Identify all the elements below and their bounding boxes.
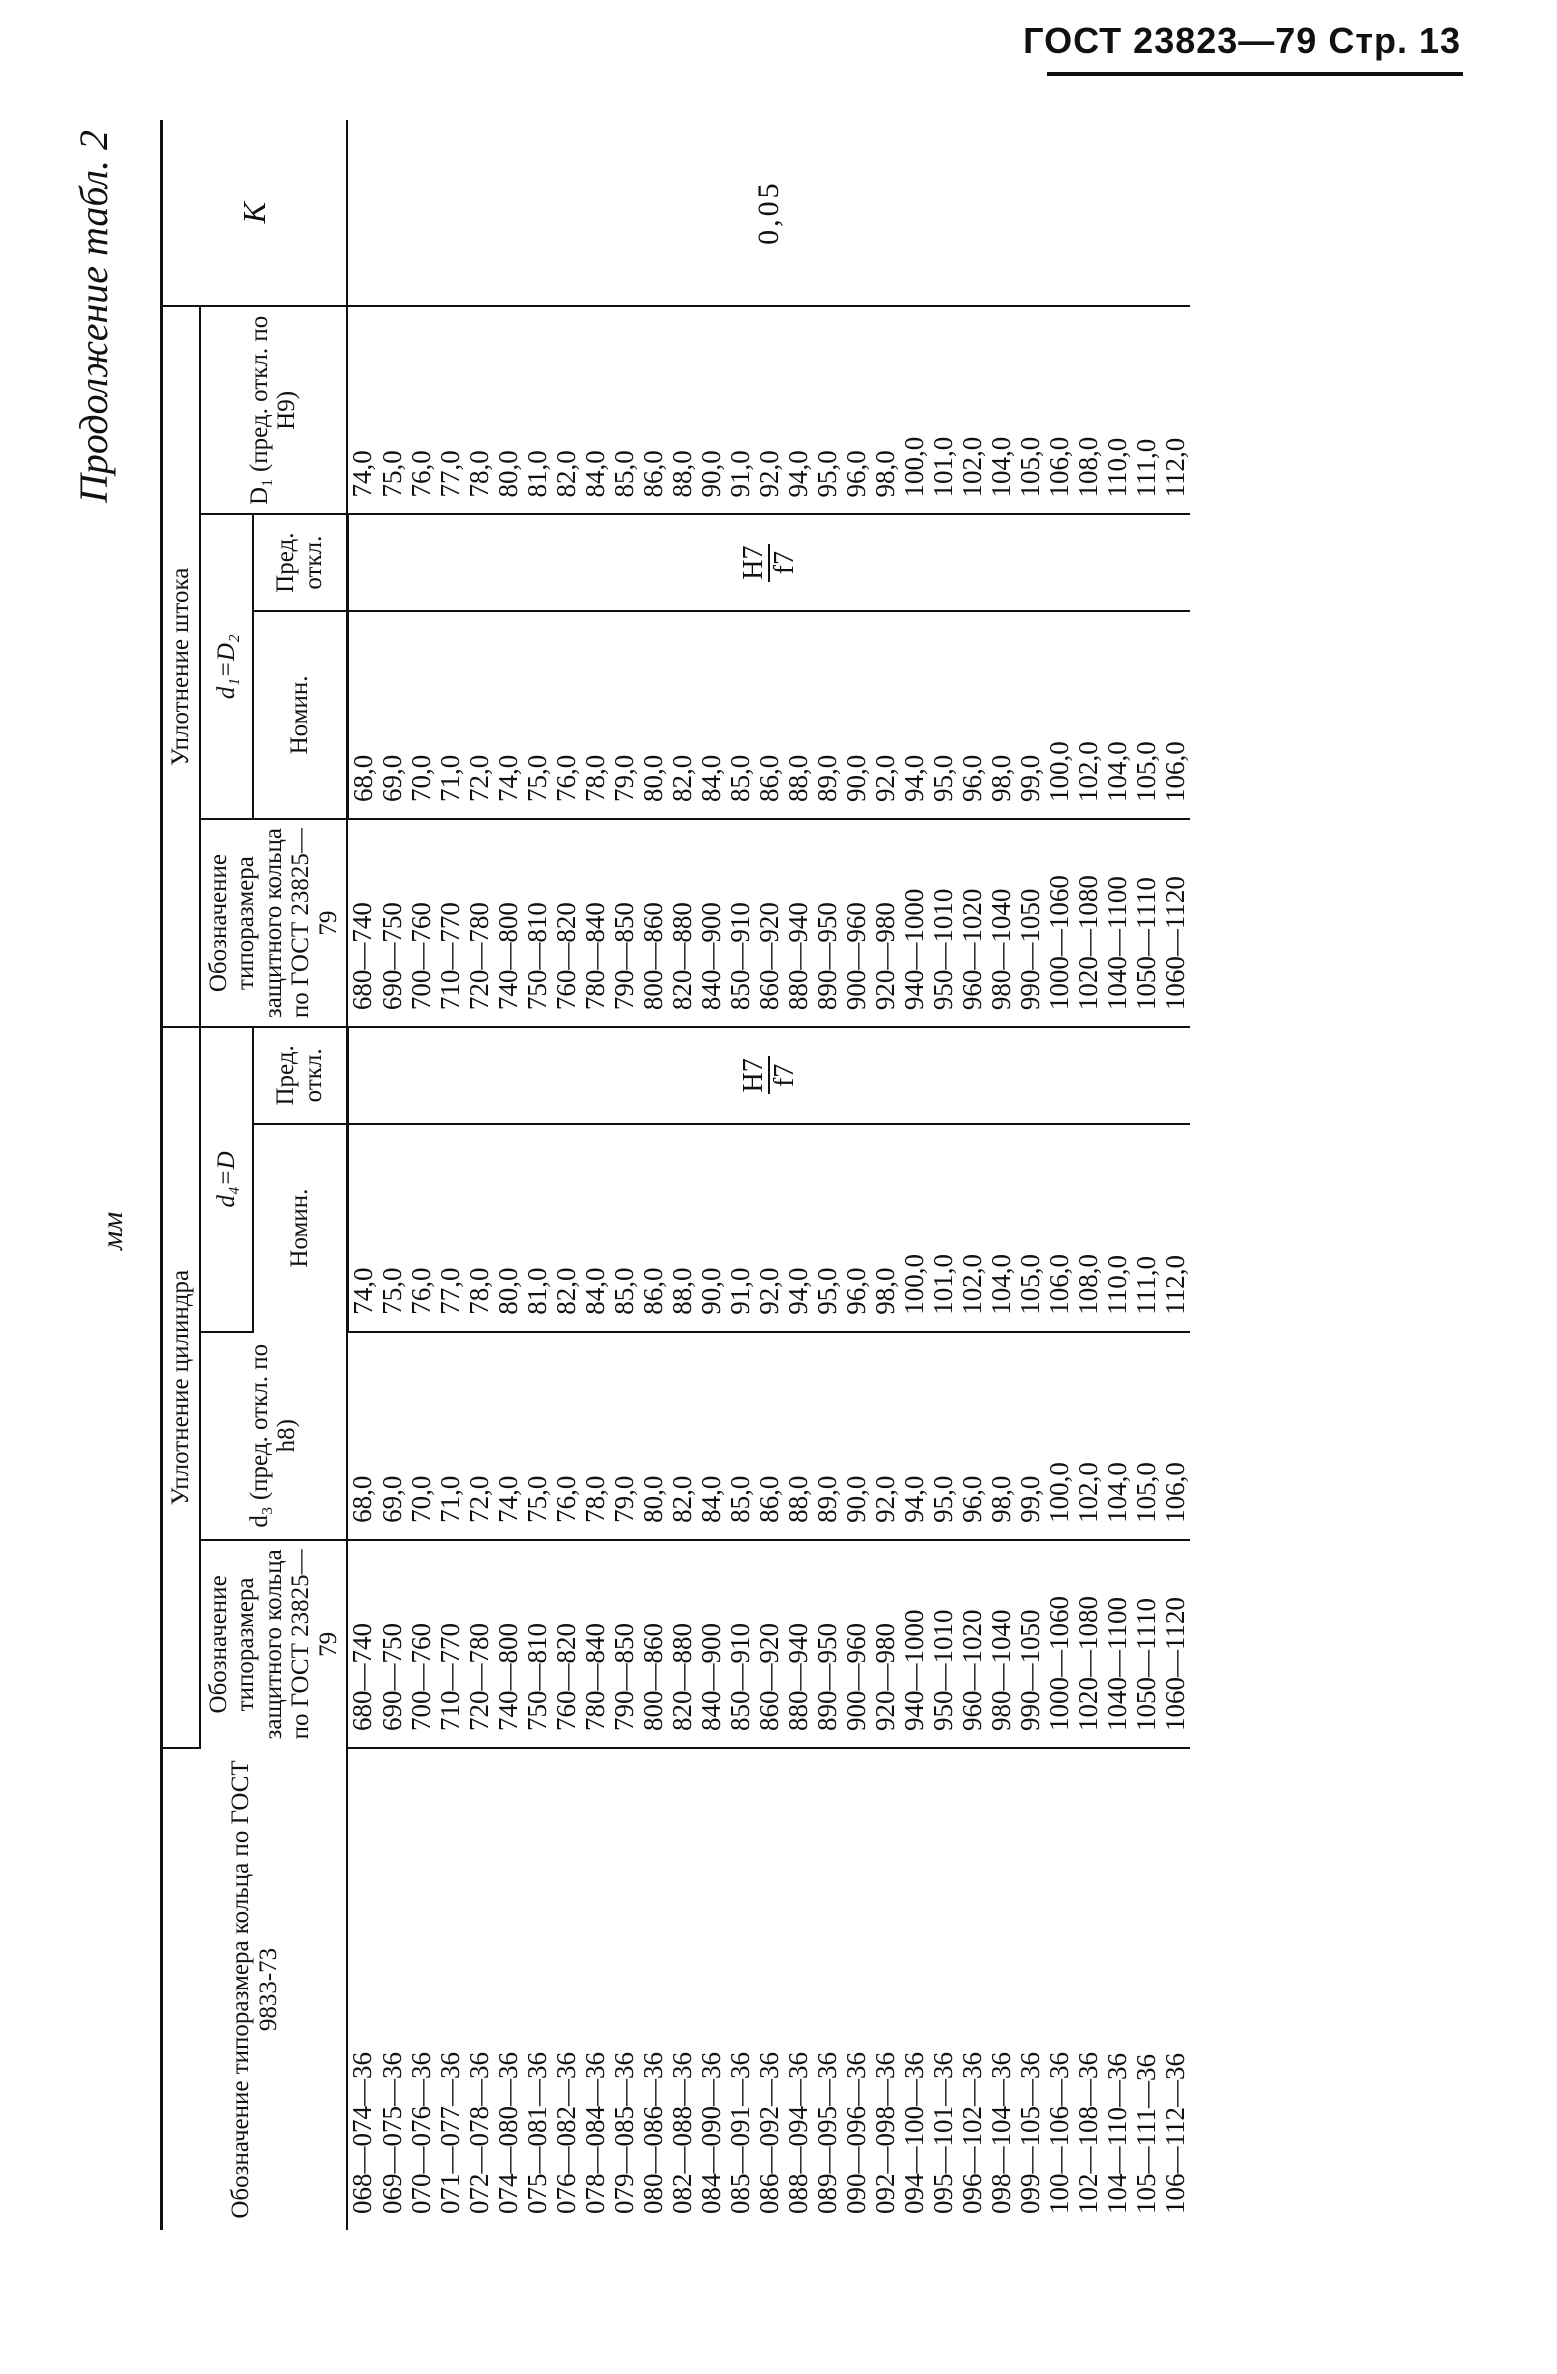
table-row xyxy=(755,120,784,2230)
d1-nominal-cell: 82,0 xyxy=(668,611,697,819)
table-row xyxy=(465,120,494,2230)
ring-designation-cell: 075—081—36 xyxy=(521,2052,552,2214)
col-k-header: K xyxy=(162,120,348,306)
d3-cell: 104,0 xyxy=(1103,1332,1132,1540)
d4-nominal-cell: 74,0 xyxy=(347,1124,378,1332)
d4-nominal-cell: 78,0 xyxy=(465,1124,494,1332)
table-row xyxy=(784,120,813,2230)
d3-cell: 78,0 xyxy=(581,1332,610,1540)
rod-protective-ring-cell: 800—860 xyxy=(639,819,668,1027)
rod-protective-ring-cell: 1060—1120 xyxy=(1161,819,1190,1027)
table-row xyxy=(378,120,407,2230)
col-d4d-header: d₄=D xyxy=(200,1027,254,1332)
rod-protective-ring-cell: 690—750 xyxy=(378,819,407,1027)
d3-cell: 94,0 xyxy=(900,1332,929,1540)
d1-nominal-cell: 88,0 xyxy=(784,611,813,819)
ring-designation-cell: 080—086—36 xyxy=(637,2052,668,2214)
ring-designation-cell: 084—090—36 xyxy=(695,2052,726,2214)
D1-cell: 84,0 xyxy=(581,306,610,514)
table-row xyxy=(436,120,465,2230)
cyl-protective-ring-cell: 680—740 xyxy=(347,1540,378,1748)
tolerance-fraction xyxy=(739,544,800,582)
d3-cell: 100,0 xyxy=(1045,1332,1074,1540)
table-row xyxy=(813,120,842,2230)
cyl-protective-ring-cell: 850—910 xyxy=(726,1540,755,1748)
col-cyl-nom-header: Номин. xyxy=(253,1124,347,1332)
ring-designation-cell: 068—074—36 xyxy=(347,2052,378,2214)
rod-protective-ring-cell: 820—880 xyxy=(668,819,697,1027)
d3-cell: 98,0 xyxy=(987,1332,1016,1540)
d3-cell: 90,0 xyxy=(842,1332,871,1540)
rod-protective-ring-cell: 750—810 xyxy=(523,819,552,1027)
D1-cell: 102,0 xyxy=(958,306,987,514)
table-row xyxy=(552,120,581,2230)
d1-nominal-cell: 94,0 xyxy=(900,611,929,819)
d4-nominal-cell: 108,0 xyxy=(1074,1124,1103,1332)
rod-protective-ring-cell: 940—1000 xyxy=(900,819,929,1027)
table-row xyxy=(1074,120,1103,2230)
cyl-protective-ring-cell: 1000—1060 xyxy=(1045,1540,1074,1748)
d1-nominal-cell: 79,0 xyxy=(610,611,639,819)
table-row xyxy=(494,120,523,2230)
rod-protective-ring-cell: 850—910 xyxy=(726,819,755,1027)
rotated-table-block xyxy=(70,120,1440,2230)
cyl-protective-ring-cell: 980—1040 xyxy=(987,1540,1016,1748)
cyl-protective-ring-cell: 720—780 xyxy=(465,1540,494,1748)
d1-nominal-cell: 84,0 xyxy=(697,611,726,819)
cyl-protective-ring-cell: 920—980 xyxy=(871,1540,900,1748)
rod-group-header: Уплотнение штока xyxy=(162,306,200,1027)
dimensions-table xyxy=(160,120,1190,2230)
d1-nominal-cell: 96,0 xyxy=(958,611,987,819)
tolerance-upper: H7 xyxy=(737,545,769,580)
rod-protective-ring-cell: 1000—1060 xyxy=(1045,819,1074,1027)
d4-nominal-cell: 77,0 xyxy=(436,1124,465,1332)
ring-designation-cell: 076—082—36 xyxy=(550,2052,581,2214)
tolerance-upper: H7 xyxy=(737,1058,769,1093)
table-row xyxy=(900,120,929,2230)
d3-cell: 74,0 xyxy=(494,1332,523,1540)
d4-nominal-cell: 81,0 xyxy=(523,1124,552,1332)
cyl-protective-ring-cell: 700—760 xyxy=(407,1540,436,1748)
d3-cell: 86,0 xyxy=(755,1332,784,1540)
D1-cell: 78,0 xyxy=(465,306,494,514)
d3-cell: 72,0 xyxy=(465,1332,494,1540)
d3-cell: 99,0 xyxy=(1016,1332,1045,1540)
cyl-protective-ring-cell: 890—950 xyxy=(813,1540,842,1748)
D1-cell: 90,0 xyxy=(697,306,726,514)
rod-protective-ring-cell: 700—760 xyxy=(407,819,436,1027)
rod-protective-ring-cell: 860—920 xyxy=(755,819,784,1027)
ring-designation-cell: 099—105—36 xyxy=(1014,2052,1045,2214)
ring-designation-cell: 070—076—36 xyxy=(405,2052,436,2214)
ring-designation-cell: 078—084—36 xyxy=(579,2052,610,2214)
d3-cell: 75,0 xyxy=(523,1332,552,1540)
table-row xyxy=(726,120,755,2230)
table-row xyxy=(1016,120,1045,2230)
d1-nominal-cell: 80,0 xyxy=(639,611,668,819)
d1-nominal-cell: 76,0 xyxy=(552,611,581,819)
d3-cell: 80,0 xyxy=(639,1332,668,1540)
ring-designation-cell: 096—102—36 xyxy=(956,2052,987,2214)
d4-nominal-cell: 96,0 xyxy=(842,1124,871,1332)
D1-cell: 74,0 xyxy=(347,306,378,514)
D1-cell: 98,0 xyxy=(871,306,900,514)
ring-designation-cell: 089—095—36 xyxy=(811,2052,842,2214)
table-body xyxy=(347,120,1190,2230)
d3-cell: 95,0 xyxy=(929,1332,958,1540)
ring-designation-cell: 095—101—36 xyxy=(927,2052,958,2214)
cyl-protective-ring-cell: 960—1020 xyxy=(958,1540,987,1748)
d3-cell: 102,0 xyxy=(1074,1332,1103,1540)
d1-nominal-cell: 99,0 xyxy=(1016,611,1045,819)
D1-cell: 110,0 xyxy=(1103,306,1132,514)
rod-protective-ring-cell: 840—900 xyxy=(697,819,726,1027)
d3-cell: 70,0 xyxy=(407,1332,436,1540)
rod-protective-ring-cell: 790—850 xyxy=(610,819,639,1027)
d1-nominal-cell: 92,0 xyxy=(871,611,900,819)
d3-cell: 76,0 xyxy=(552,1332,581,1540)
rod-protective-ring-cell: 960—1020 xyxy=(958,819,987,1027)
col-D1-header: D₁ (пред. откл. по H9) xyxy=(200,306,348,514)
rod-protective-ring-cell: 1050—1110 xyxy=(1132,819,1161,1027)
d4-nominal-cell: 94,0 xyxy=(784,1124,813,1332)
D1-cell: 76,0 xyxy=(407,306,436,514)
ring-designation-cell: 094—100—36 xyxy=(898,2052,929,2214)
d4-nominal-cell: 86,0 xyxy=(639,1124,668,1332)
D1-cell: 96,0 xyxy=(842,306,871,514)
table-row xyxy=(1103,120,1132,2230)
D1-cell: 92,0 xyxy=(755,306,784,514)
table-row xyxy=(842,120,871,2230)
ring-designation-cell: 074—080—36 xyxy=(492,2052,523,2214)
d4-nominal-cell: 106,0 xyxy=(1045,1124,1074,1332)
d4-nominal-cell: 76,0 xyxy=(407,1124,436,1332)
ring-designation-cell: 088—094—36 xyxy=(782,2052,813,2214)
d1-nominal-cell: 75,0 xyxy=(523,611,552,819)
col-rod-tol-header: Пред. откл. xyxy=(253,514,347,610)
d3-cell: 85,0 xyxy=(726,1332,755,1540)
d1-nominal-cell: 98,0 xyxy=(987,611,1016,819)
d3-cell: 105,0 xyxy=(1132,1332,1161,1540)
cyl-tolerance-cell xyxy=(347,1027,1190,1123)
D1-cell: 82,0 xyxy=(552,306,581,514)
cyl-protective-ring-cell: 800—860 xyxy=(639,1540,668,1748)
d1-nominal-cell: 74,0 xyxy=(494,611,523,819)
d1-nominal-cell: 90,0 xyxy=(842,611,871,819)
D1-cell: 88,0 xyxy=(668,306,697,514)
cyl-protective-ring-cell: 750—810 xyxy=(523,1540,552,1748)
cyl-protective-ring-cell: 760—820 xyxy=(552,1540,581,1748)
d3-cell: 84,0 xyxy=(697,1332,726,1540)
d4-nominal-cell: 80,0 xyxy=(494,1124,523,1332)
rod-protective-ring-cell: 900—960 xyxy=(842,819,871,1027)
tolerance-lower: f7 xyxy=(769,551,800,575)
cyl-protective-ring-cell: 790—850 xyxy=(610,1540,639,1748)
d3-cell: 88,0 xyxy=(784,1332,813,1540)
col-rod-designation-header: Обозначение типоразмера защитного кольца по ГОСТ 23825—79 xyxy=(200,819,348,1027)
D1-cell: 112,0 xyxy=(1161,306,1190,514)
rod-protective-ring-cell: 680—740 xyxy=(347,819,378,1027)
table-row xyxy=(407,120,436,2230)
table-row xyxy=(1045,120,1074,2230)
cyl-protective-ring-cell: 1020—1080 xyxy=(1074,1540,1103,1748)
d4-nominal-cell: 104,0 xyxy=(987,1124,1016,1332)
table-row xyxy=(871,120,900,2230)
cyl-protective-ring-cell: 1050—1110 xyxy=(1132,1540,1161,1748)
d4-nominal-cell: 98,0 xyxy=(871,1124,900,1332)
table-row xyxy=(347,120,378,2230)
D1-cell: 91,0 xyxy=(726,306,755,514)
D1-cell: 86,0 xyxy=(639,306,668,514)
ring-designation-cell: 102—108—36 xyxy=(1072,2052,1103,2214)
ring-designation-cell: 072—078—36 xyxy=(463,2052,494,2214)
D1-cell: 94,0 xyxy=(784,306,813,514)
cyl-protective-ring-cell: 820—880 xyxy=(668,1540,697,1748)
rod-protective-ring-cell: 920—980 xyxy=(871,819,900,1027)
d1-nominal-cell: 70,0 xyxy=(407,611,436,819)
rod-protective-ring-cell: 950—1010 xyxy=(929,819,958,1027)
d1-nominal-cell: 86,0 xyxy=(755,611,784,819)
ring-designation-cell: 090—096—36 xyxy=(840,2052,871,2214)
D1-cell: 104,0 xyxy=(987,306,1016,514)
d3-cell: 71,0 xyxy=(436,1332,465,1540)
d1-nominal-cell: 105,0 xyxy=(1132,611,1161,819)
table-row xyxy=(929,120,958,2230)
table-row xyxy=(1161,120,1190,2230)
d4-nominal-cell: 105,0 xyxy=(1016,1124,1045,1332)
rod-protective-ring-cell: 980—1040 xyxy=(987,819,1016,1027)
table-row xyxy=(668,120,697,2230)
cyl-protective-ring-cell: 780—840 xyxy=(581,1540,610,1748)
d1-nominal-cell: 69,0 xyxy=(378,611,407,819)
cyl-protective-ring-cell: 860—920 xyxy=(755,1540,784,1748)
D1-cell: 81,0 xyxy=(523,306,552,514)
D1-cell: 80,0 xyxy=(494,306,523,514)
col-ring-header: Обозначение типоразмера кольца по ГОСТ 9833-73 xyxy=(162,1748,348,2230)
ring-designation-cell: 100—106—36 xyxy=(1043,2052,1074,2214)
k-value-cell: 0,05 xyxy=(347,120,1190,306)
d1-nominal-cell: 68,0 xyxy=(347,611,378,819)
table-row xyxy=(1132,120,1161,2230)
d3-cell: 106,0 xyxy=(1161,1332,1190,1540)
d4-nominal-cell: 101,0 xyxy=(929,1124,958,1332)
table-row xyxy=(639,120,668,2230)
cyl-protective-ring-cell: 880—940 xyxy=(784,1540,813,1748)
d1-nominal-cell: 102,0 xyxy=(1074,611,1103,819)
d4-nominal-cell: 75,0 xyxy=(378,1124,407,1332)
rod-protective-ring-cell: 720—780 xyxy=(465,819,494,1027)
ring-designation-cell: 085—091—36 xyxy=(724,2052,755,2214)
table-row xyxy=(697,120,726,2230)
D1-cell: 95,0 xyxy=(813,306,842,514)
d1-nominal-cell: 85,0 xyxy=(726,611,755,819)
d4-nominal-cell: 90,0 xyxy=(697,1124,726,1332)
d1-nominal-cell: 89,0 xyxy=(813,611,842,819)
rod-protective-ring-cell: 760—820 xyxy=(552,819,581,1027)
D1-cell: 77,0 xyxy=(436,306,465,514)
table-row xyxy=(958,120,987,2230)
cyl-protective-ring-cell: 900—960 xyxy=(842,1540,871,1748)
rod-protective-ring-cell: 880—940 xyxy=(784,819,813,1027)
d4-nominal-cell: 88,0 xyxy=(668,1124,697,1332)
table-row xyxy=(987,120,1016,2230)
ring-designation-cell: 104—110—36 xyxy=(1101,2053,1132,2214)
cyl-protective-ring-cell: 950—1010 xyxy=(929,1540,958,1748)
d3-cell: 96,0 xyxy=(958,1332,987,1540)
rod-protective-ring-cell: 1040—1100 xyxy=(1103,819,1132,1027)
cyl-protective-ring-cell: 740—800 xyxy=(494,1540,523,1748)
tolerance-fraction xyxy=(739,1056,800,1094)
D1-cell: 100,0 xyxy=(900,306,929,514)
col-d1d2-header: d₁=D₂ xyxy=(200,514,254,819)
table-row xyxy=(523,120,552,2230)
cyl-protective-ring-cell: 840—900 xyxy=(697,1540,726,1748)
d4-nominal-cell: 92,0 xyxy=(755,1124,784,1332)
ring-designation-cell: 082—088—36 xyxy=(666,2052,697,2214)
D1-cell: 75,0 xyxy=(378,306,407,514)
tolerance-lower: f7 xyxy=(769,1063,800,1088)
table-row xyxy=(581,120,610,2230)
col-cyl-tol-header: Пред. откл. xyxy=(253,1027,347,1123)
d1-nominal-cell: 95,0 xyxy=(929,611,958,819)
d3-cell: 68,0 xyxy=(347,1332,378,1540)
rod-protective-ring-cell: 1020—1080 xyxy=(1074,819,1103,1027)
d4-nominal-cell: 91,0 xyxy=(726,1124,755,1332)
ring-designation-cell: 071—077—36 xyxy=(434,2052,465,2214)
ring-designation-cell: 105—111—36 xyxy=(1130,2054,1161,2214)
ring-designation-cell: 069—075—36 xyxy=(376,2052,407,2214)
d1-nominal-cell: 72,0 xyxy=(465,611,494,819)
D1-cell: 111,0 xyxy=(1132,306,1161,514)
col-rod-nom-header: Номин. xyxy=(253,611,347,819)
d1-nominal-cell: 100,0 xyxy=(1045,611,1074,819)
d1-nominal-cell: 106,0 xyxy=(1161,611,1190,819)
d1-nominal-cell: 104,0 xyxy=(1103,611,1132,819)
d3-cell: 82,0 xyxy=(668,1332,697,1540)
d4-nominal-cell: 85,0 xyxy=(610,1124,639,1332)
d3-cell: 79,0 xyxy=(610,1332,639,1540)
rod-protective-ring-cell: 740—800 xyxy=(494,819,523,1027)
table-row xyxy=(610,120,639,2230)
d4-nominal-cell: 111,0 xyxy=(1132,1124,1161,1332)
d4-nominal-cell: 100,0 xyxy=(900,1124,929,1332)
D1-cell: 108,0 xyxy=(1074,306,1103,514)
cyl-protective-ring-cell: 1040—1100 xyxy=(1103,1540,1132,1748)
d3-cell: 92,0 xyxy=(871,1332,900,1540)
D1-cell: 106,0 xyxy=(1045,306,1074,514)
cyl-protective-ring-cell: 990—1050 xyxy=(1016,1540,1045,1748)
ring-designation-cell: 079—085—36 xyxy=(608,2052,639,2214)
rod-protective-ring-cell: 780—840 xyxy=(581,819,610,1027)
d4-nominal-cell: 110,0 xyxy=(1103,1124,1132,1332)
rod-tolerance-cell xyxy=(347,514,1190,610)
d4-nominal-cell: 95,0 xyxy=(813,1124,842,1332)
rod-protective-ring-cell: 710—770 xyxy=(436,819,465,1027)
d3-cell: 89,0 xyxy=(813,1332,842,1540)
cyl-protective-ring-cell: 710—770 xyxy=(436,1540,465,1748)
d4-nominal-cell: 112,0 xyxy=(1161,1124,1190,1332)
D1-cell: 85,0 xyxy=(610,306,639,514)
d4-nominal-cell: 82,0 xyxy=(552,1124,581,1332)
cyl-protective-ring-cell: 940—1000 xyxy=(900,1540,929,1748)
cyl-protective-ring-cell: 690—750 xyxy=(378,1540,407,1748)
unit-label: мм xyxy=(96,1211,129,1250)
ring-designation-cell: 098—104—36 xyxy=(985,2052,1016,2214)
ring-designation-cell: 106—112—36 xyxy=(1159,2053,1190,2214)
d4-nominal-cell: 84,0 xyxy=(581,1124,610,1332)
ring-designation-cell: 086—092—36 xyxy=(753,2052,784,2214)
header-rule xyxy=(1047,72,1463,76)
d3-cell: 69,0 xyxy=(378,1332,407,1540)
D1-cell: 101,0 xyxy=(929,306,958,514)
D1-cell: 105,0 xyxy=(1016,306,1045,514)
cylinder-group-header: Уплотнение цилиндра xyxy=(162,1027,200,1748)
ring-designation-cell: 092—098—36 xyxy=(869,2052,900,2214)
d1-nominal-cell: 78,0 xyxy=(581,611,610,819)
col-d3-header: d₃ (пред. откл. по h8) xyxy=(200,1332,348,1540)
rod-protective-ring-cell: 890—950 xyxy=(813,819,842,1027)
d4-nominal-cell: 102,0 xyxy=(958,1124,987,1332)
d1-nominal-cell: 71,0 xyxy=(436,611,465,819)
cyl-protective-ring-cell: 1060—1120 xyxy=(1161,1540,1190,1748)
col-cyl-designation-header: Обозначение типоразмера защитного кольца по ГОСТ 23825—79 xyxy=(200,1540,348,1748)
page-header: ГОСТ 23823—79 Стр. 13 xyxy=(1023,20,1461,61)
rod-protective-ring-cell: 990—1050 xyxy=(1016,819,1045,1027)
table-caption: Продолжение табл. 2 xyxy=(71,130,116,504)
